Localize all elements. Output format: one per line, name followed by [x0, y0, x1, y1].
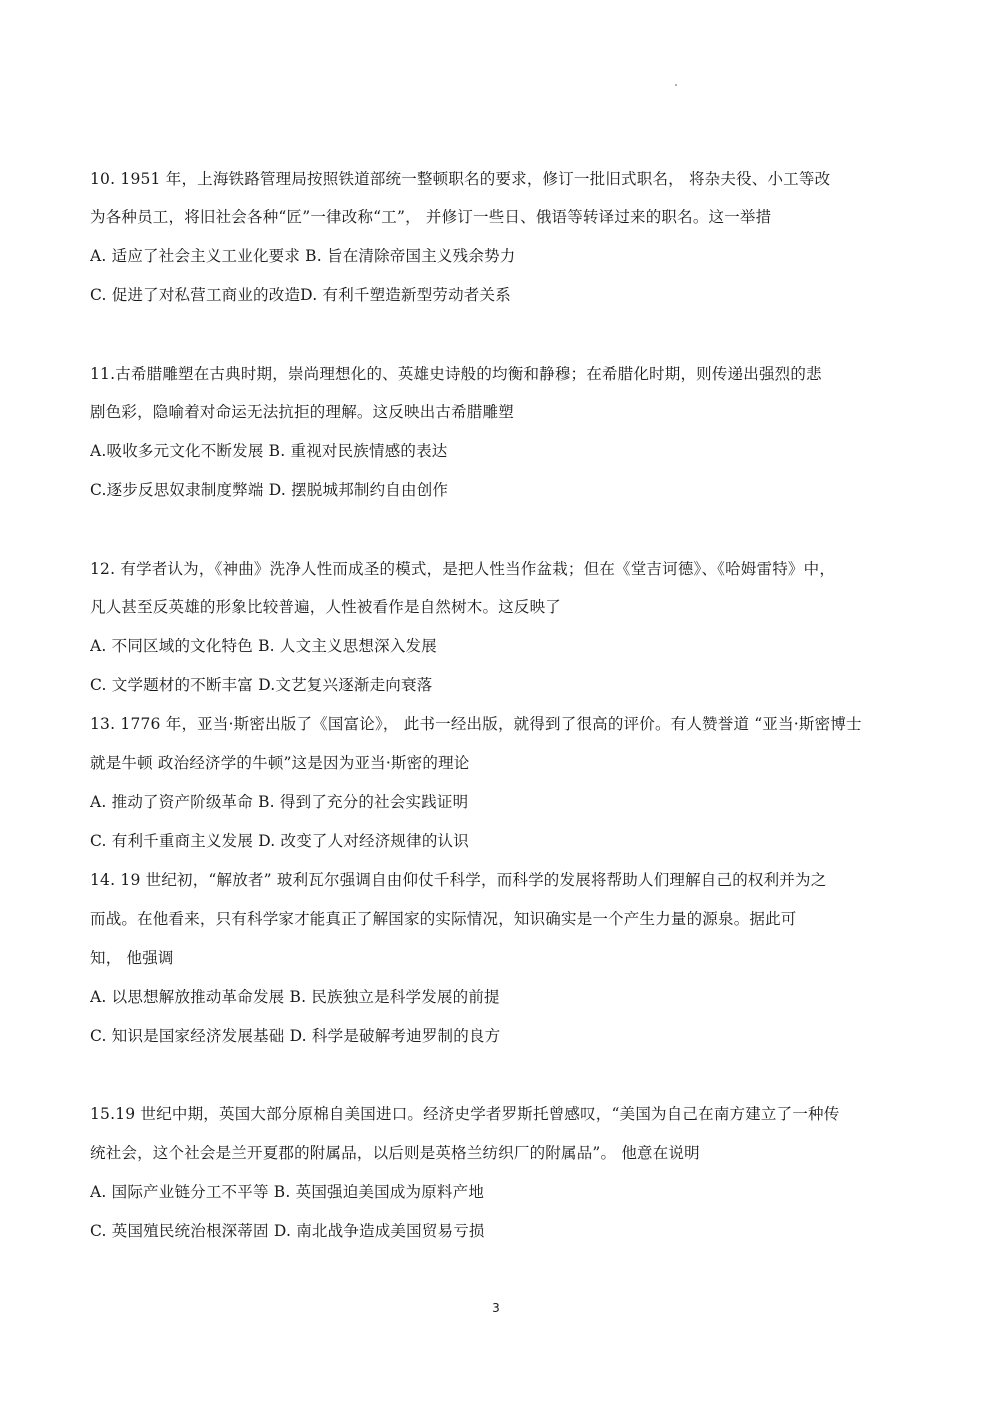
option-line: C. 有利千重商主义发展 D. 改变了人对经济规律的认识	[90, 832, 469, 850]
option-line: C.逐步反思奴隶制度弊端 D. 摆脱城邦制约自由创作	[90, 481, 449, 499]
question-stem-line: 知， 他强调	[90, 949, 174, 967]
question-stem-line: 15.19 世纪中期，英国大部分原棉自美国进口。经济史学者罗斯托曾感叹，“美国为自己在南方建立了一种传	[90, 1105, 840, 1123]
question-stem-line: 11.古希腊雕塑在古典时期，崇尚理想化的、英雄史诗般的均衡和静穆；在希腊化时期，则传递出强烈的悲	[90, 365, 822, 383]
question-stem-line: 12. 有学者认为，《神曲》洗净人性而成圣的模式，是把人性当作盆栽；但在《堂吉诃德》、《哈姆雷特》中，	[90, 560, 836, 578]
option-line: C. 英国殖民统治根深蒂固 D. 南北战争造成美国贸易亏损	[90, 1222, 485, 1240]
option-line: C. 知识是国家经济发展基础 D. 科学是破解考迪罗制的良方	[90, 1027, 501, 1045]
question-stem-line: 14. 19 世纪初，“解放者” 玻利瓦尔强调自由仰仗千科学，而科学的发展将帮助人们理解自己的权利并为之	[90, 871, 827, 889]
question-stem-line: 而战。在他看来，只有科学家才能真正了解国家的实际情况，知识确实是一个产生力量的源泉。据此可	[90, 910, 797, 928]
option-line: A. 推动了资产阶级革命 B. 得到了充分的社会实践证明	[90, 793, 469, 811]
option-line: A. 不同区域的文化特色 B. 人文主义思想深入发展	[90, 637, 437, 655]
option-line: A.吸收多元文化不断发展 B. 重视对民族情感的表达	[90, 442, 448, 460]
question-stem-line: 13. 1776 年，亚当·斯密出版了《国富论》， 此书一经出版，就得到了很高的评价。有人赞誉道 “亚当·斯密博士	[90, 715, 862, 733]
question-stem-line: 10. 1951 年，上海铁路管理局按照铁道部统一整顿职名的要求，修订一批旧式职名， 将杂夫役、小工等改	[90, 170, 831, 188]
question-stem-line: 就是牛顿 政治经济学的牛顿”这是因为亚当·斯密的理论	[90, 754, 470, 772]
option-line: A. 适应了社会主义工业化要求 B. 旨在清除帝国主义残余势力	[90, 247, 516, 265]
question-stem-line: 凡人甚至反英雄的形象比较普遍，人性被看作是自然树木。这反映了	[90, 598, 562, 616]
question-stem-line: 统社会，这个社会是兰开夏郡的附属品，以后则是英格兰纺织厂的附属品”。 他意在说明	[90, 1144, 700, 1162]
option-line: A. 国际产业链分工不平等 B. 英国强迫美国成为原料产地	[90, 1183, 485, 1201]
option-line: A. 以思想解放推动革命发展 B. 民族独立是科学发展的前提	[90, 988, 500, 1006]
question-stem-line: 剧色彩，隐喻着对命运无法抗拒的理解。这反映出古希腊雕塑	[90, 403, 514, 421]
scan-dot	[675, 84, 677, 86]
option-line: C. 促进了对私营工商业的改造D. 有利千塑造新型劳动者关系	[90, 286, 511, 304]
option-line: C. 文学题材的不断丰富 D.文艺复兴逐渐走向衰落	[90, 676, 433, 694]
page-number: 3	[492, 1301, 500, 1315]
question-stem-line: 为各种员工，将旧社会各种“匠”一律改称“工”， 并修订一些日、俄语等转译过来的职名。这一举措	[90, 208, 772, 226]
